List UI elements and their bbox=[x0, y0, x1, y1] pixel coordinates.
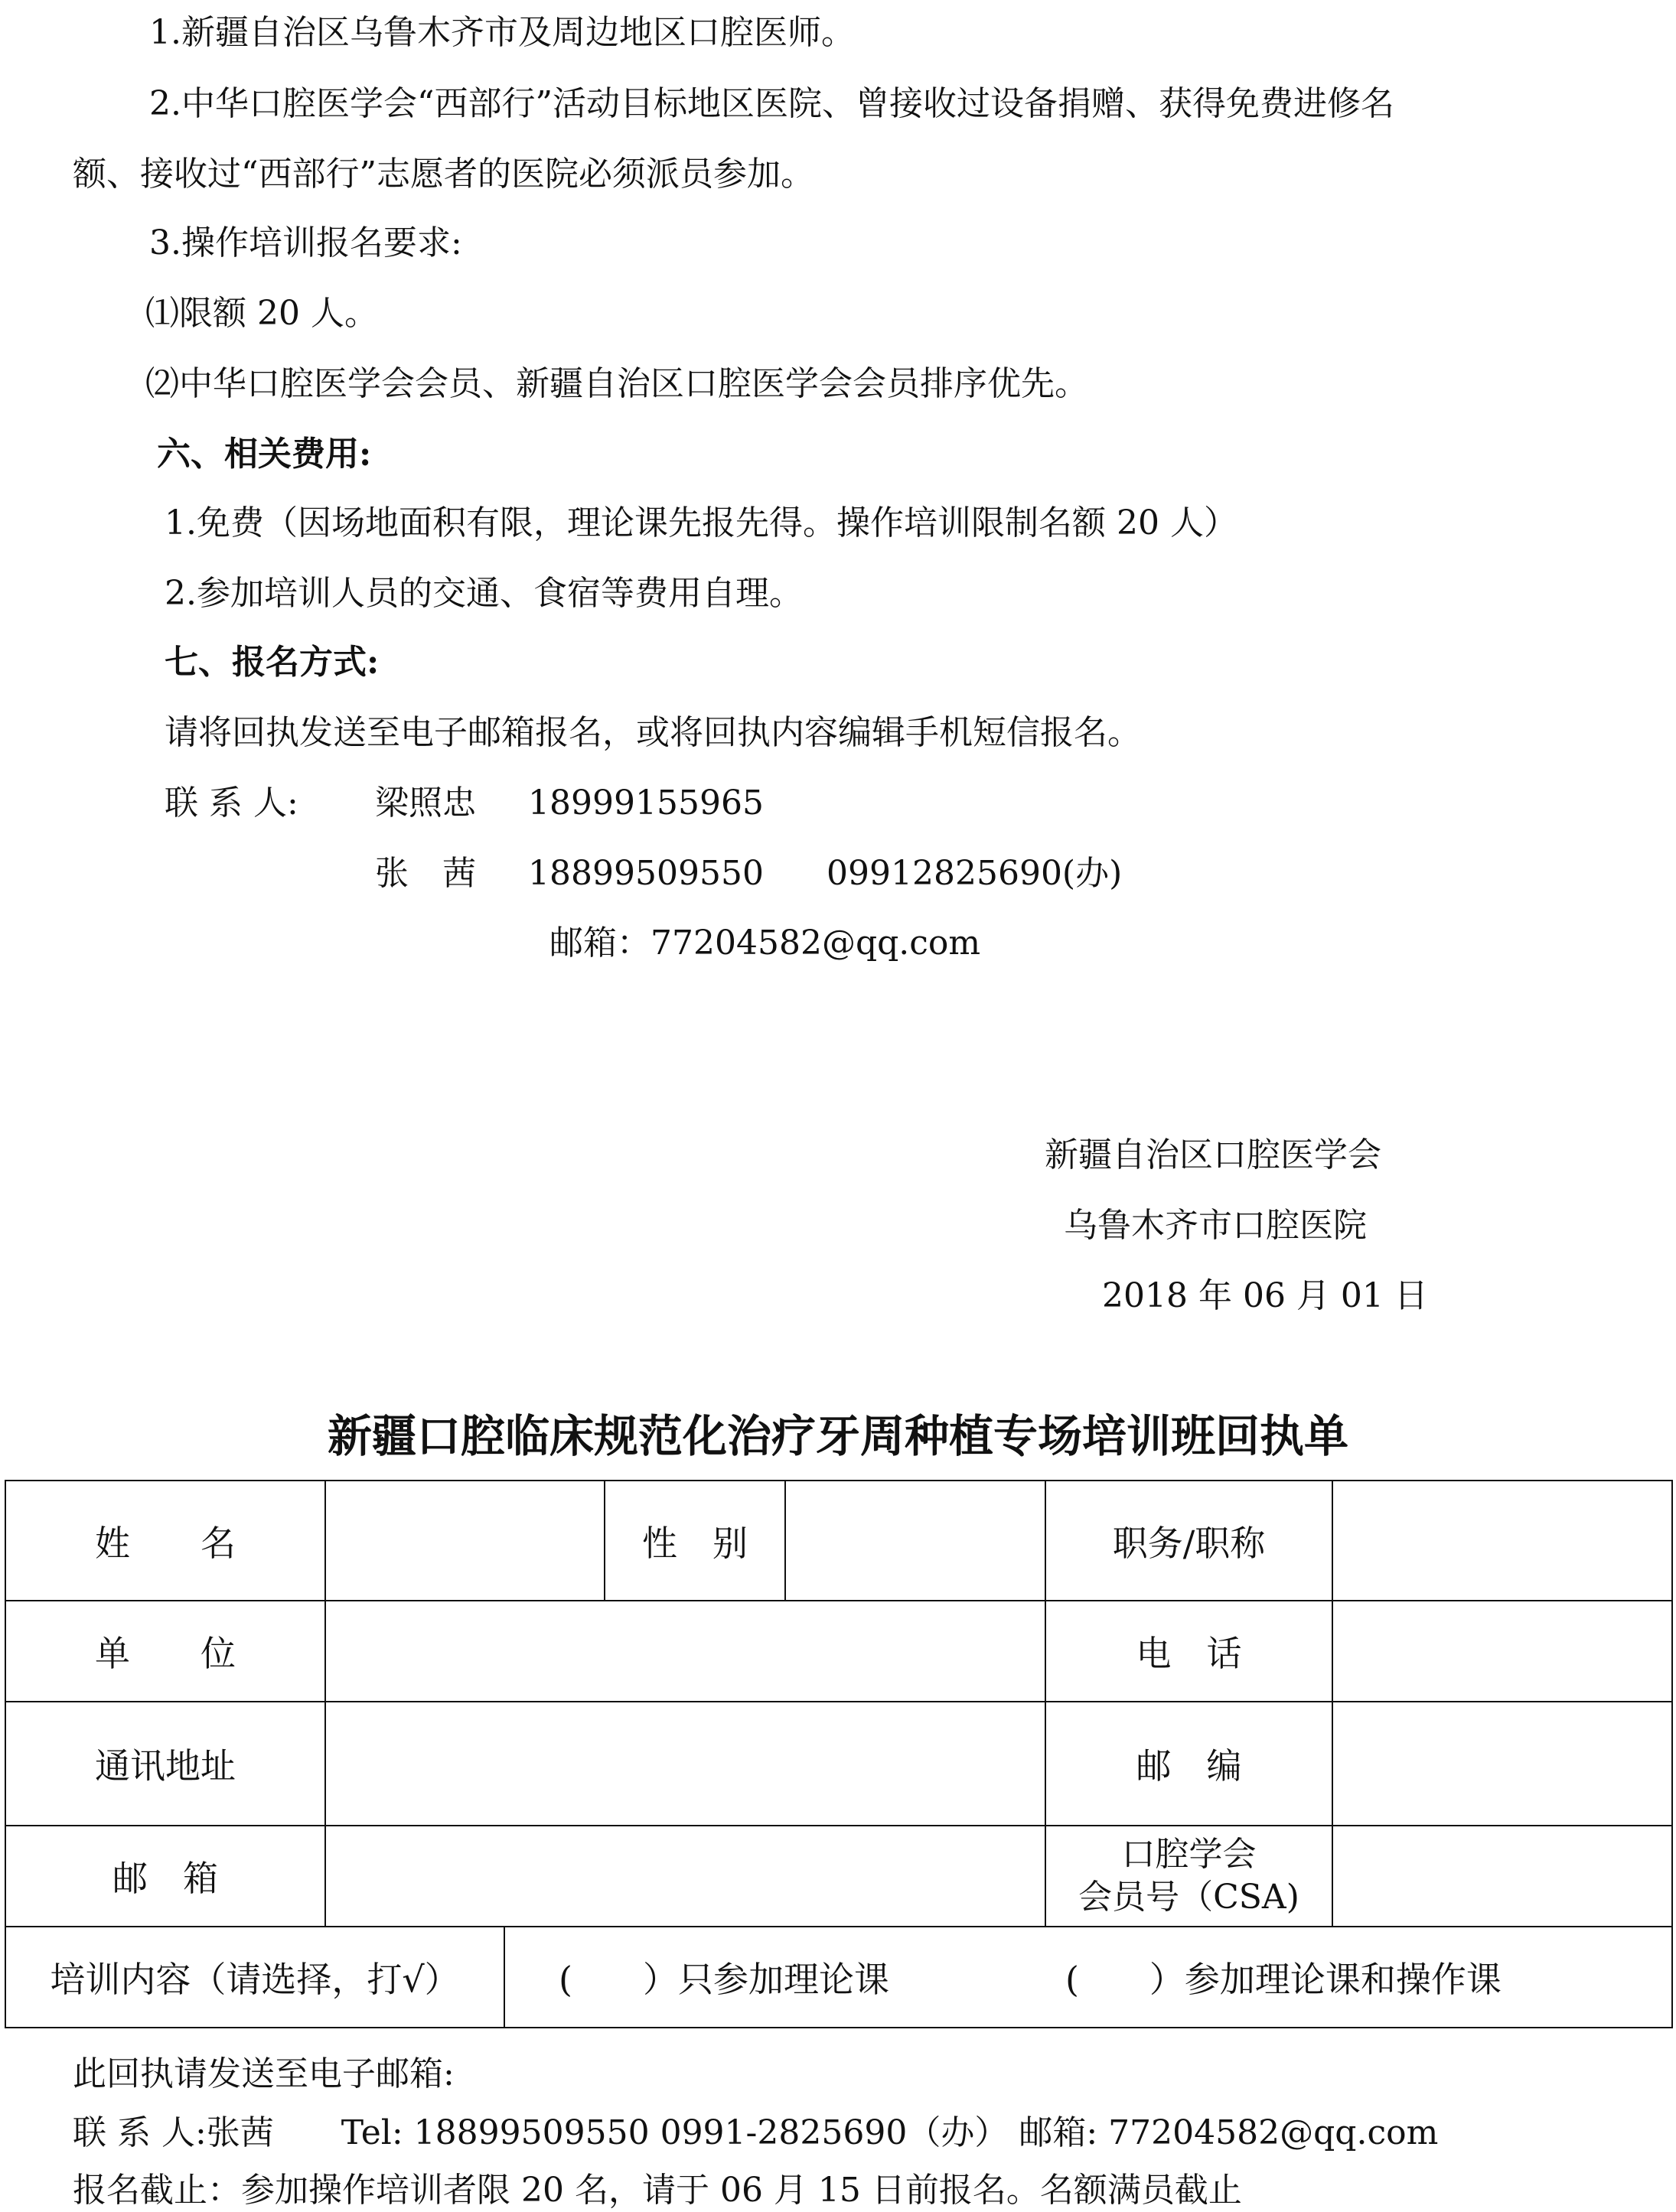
name-field[interactable] bbox=[325, 1481, 605, 1601]
form-row-address bbox=[5, 1702, 1672, 1826]
postcode-field[interactable] bbox=[1332, 1702, 1672, 1826]
phone-label: 电 话 bbox=[1045, 1601, 1332, 1702]
training-cell bbox=[5, 1927, 1672, 2028]
signature-org-2: 乌鲁木齐市口腔医院 bbox=[1064, 1206, 1367, 1245]
fees-heading: 六、相关费用: bbox=[157, 435, 372, 474]
option-theory-only[interactable]: ( ）只参加理论课 bbox=[559, 1959, 889, 2000]
form-row-email bbox=[5, 1826, 1672, 1927]
contact-label: 联 系 人: bbox=[165, 783, 298, 823]
training-label: 培训内容（请选择，打√） bbox=[6, 1927, 505, 2027]
body-line-2: 2.中华口腔医学会“西部行”活动目标地区医院、曾接收过设备捐赠、获得免费进修名 bbox=[149, 84, 1394, 123]
contact1-name: 梁照忠 bbox=[375, 783, 476, 823]
member-label-line-1: 口腔学会 bbox=[1121, 1835, 1257, 1874]
postcode-label: 邮 编 bbox=[1045, 1702, 1332, 1826]
gender-field[interactable] bbox=[785, 1481, 1045, 1601]
phone-field[interactable] bbox=[1332, 1601, 1672, 1702]
body-line-1: 1.新疆自治区乌鲁木齐市及周边地区口腔医师。 bbox=[149, 13, 855, 52]
footer-line-1: 此回执请发送至电子邮箱: bbox=[73, 2054, 455, 2093]
email-label: 邮 箱 bbox=[5, 1826, 325, 1927]
unit-label: 单 位 bbox=[5, 1601, 325, 1702]
unit-field[interactable] bbox=[325, 1601, 1045, 1702]
email-field[interactable] bbox=[325, 1826, 1045, 1927]
body-line-5: ⑴限额 20 人。 bbox=[145, 294, 378, 333]
address-label: 通讯地址 bbox=[5, 1702, 325, 1826]
fees-item-1: 1.免费（因场地面积有限，理论课先报先得。操作培训限制名额 20 人） bbox=[165, 503, 1237, 542]
registration-heading: 七、报名方式: bbox=[165, 643, 380, 682]
member-number-field[interactable] bbox=[1332, 1826, 1672, 1927]
body-line-4: 3.操作培训报名要求: bbox=[149, 223, 462, 262]
body-line-3: 额、接收过“西部行”志愿者的医院必须派员参加。 bbox=[73, 155, 814, 194]
position-field[interactable] bbox=[1332, 1481, 1672, 1601]
name-label: 姓 名 bbox=[5, 1481, 325, 1601]
body-line-6: ⑵中华口腔医学会会员、新疆自治区口腔医学会会员排序优先。 bbox=[145, 364, 1088, 403]
footer-line-3: 报名截止：参加操作培训者限 20 名，请于 06 月 15 日前报名。名额满员截止 bbox=[73, 2171, 1242, 2210]
form-row-training bbox=[5, 1927, 1672, 2028]
position-label: 职务/职称 bbox=[1045, 1481, 1332, 1601]
signature-date: 2018 年 06 月 01 日 bbox=[1102, 1276, 1428, 1315]
contact1-phone: 18999155965 bbox=[528, 783, 764, 823]
address-field[interactable] bbox=[325, 1702, 1045, 1826]
member-number-label bbox=[1045, 1826, 1332, 1927]
training-options bbox=[505, 1927, 1671, 2027]
contact2-name: 张 茜 bbox=[375, 854, 476, 893]
receipt-form-table bbox=[5, 1480, 1673, 2028]
form-row-name bbox=[5, 1481, 1672, 1601]
contact2-phone: 18899509550 bbox=[528, 854, 764, 893]
gender-label: 性 别 bbox=[605, 1481, 785, 1601]
footer-line-2: 联 系 人:张茜 Tel: 18899509550 0991-2825690（办） 邮箱: 77204582@qq.com bbox=[73, 2113, 1439, 2152]
contact-email: 邮箱：77204582@qq.com bbox=[549, 924, 981, 963]
member-label-line-2: 会员号（CSA) bbox=[1078, 1878, 1299, 1917]
form-row-unit bbox=[5, 1601, 1672, 1702]
contact2-office-phone: 09912825690(办) bbox=[827, 854, 1123, 893]
receipt-title: 新疆口腔临床规范化治疗牙周种植专场培训班回执单 bbox=[327, 1410, 1348, 1462]
signature-org-1: 新疆自治区口腔医学会 bbox=[1045, 1135, 1381, 1174]
registration-instruction: 请将回执发送至电子邮箱报名，或将回执内容编辑手机短信报名。 bbox=[165, 713, 1141, 752]
option-theory-and-practice[interactable]: ( ）参加理论课和操作课 bbox=[1065, 1959, 1502, 2000]
fees-item-2: 2.参加培训人员的交通、食宿等费用自理。 bbox=[165, 574, 803, 613]
